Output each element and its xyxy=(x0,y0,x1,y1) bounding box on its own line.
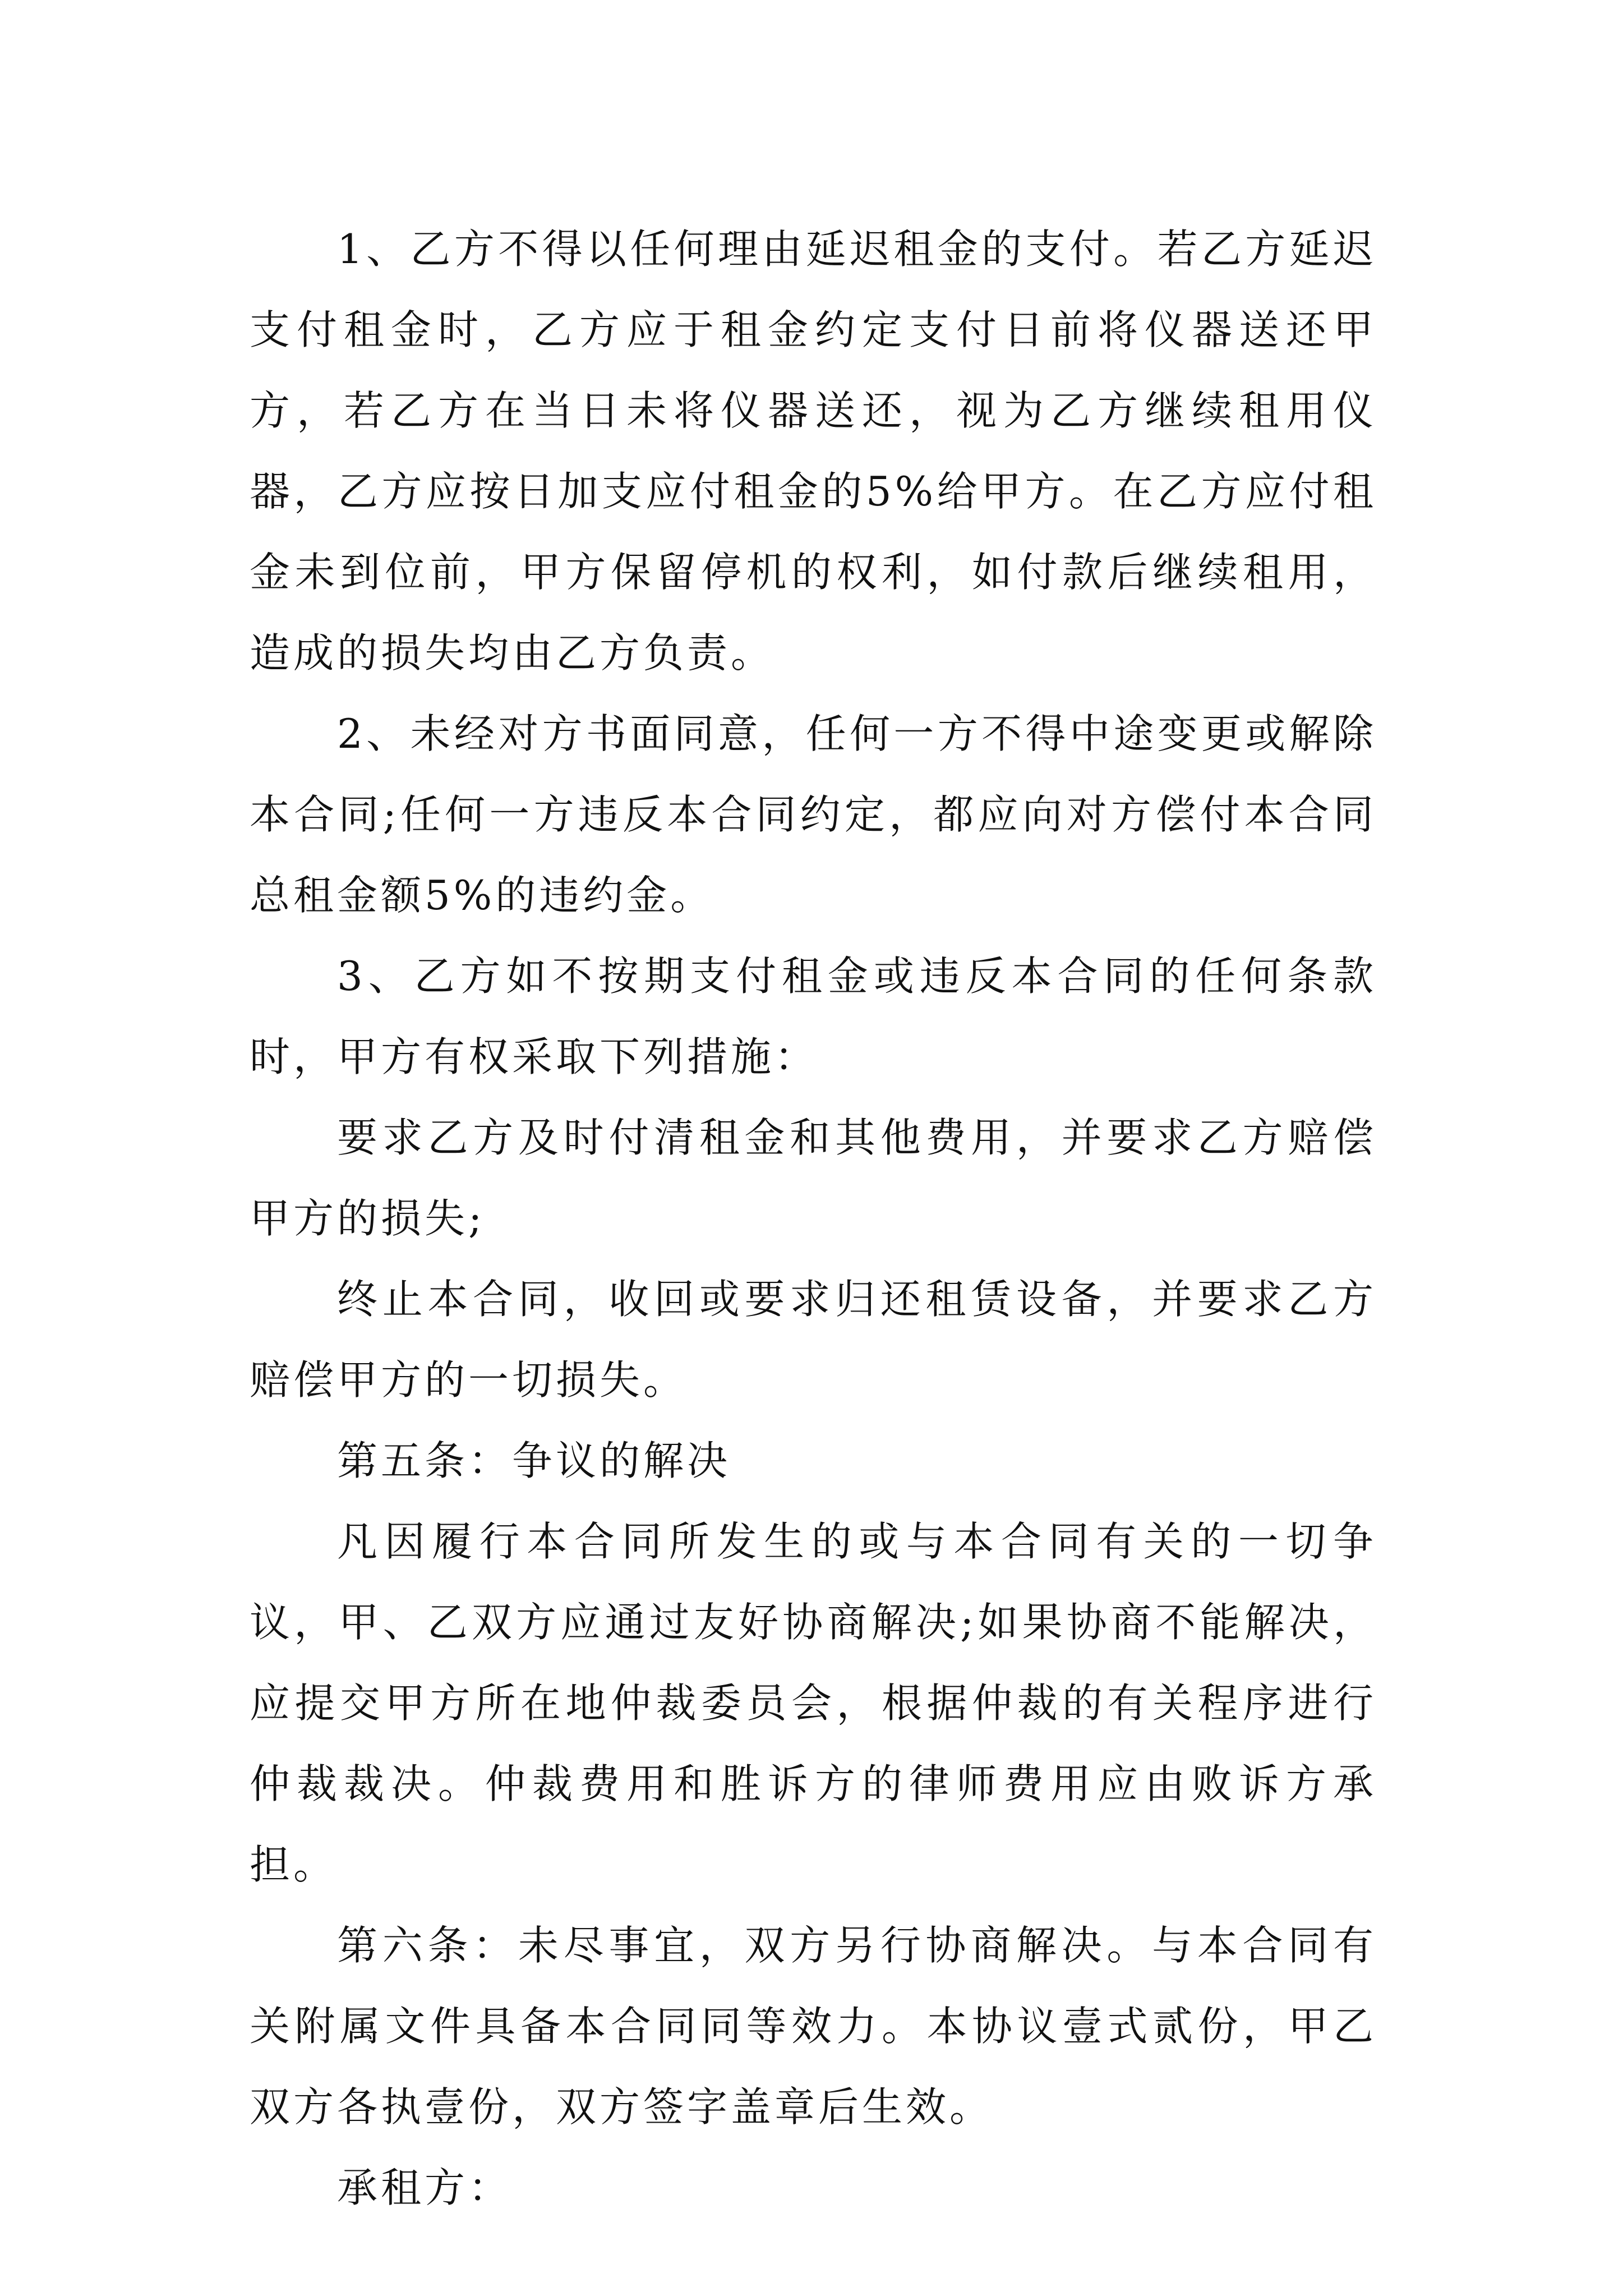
document-body xyxy=(250,209,1377,2228)
clause-late-payment: 1、乙方不得以任何理由延迟租金的支付。若乙方延迟支付租金时，乙方应于租金约定支付日前将仪器送还甲方，若乙方在当日未将仪器送还，视为乙方继续租用仪器，乙方应按日加支应付租金的5%给甲方。在乙方应付租金未到位前，甲方保留停机的权利，如付款后继续租用，造成的损失均由乙方负责。 xyxy=(250,226,1377,677)
article-six: 第六条：未尽事宜，双方另行协商解决。与本合同有关附属文件具备本合同同等效力。本协议壹式贰份，甲乙双方各执壹份，双方签字盖章后生效。 xyxy=(250,1922,1377,2131)
clause-breach-penalty: 2、未经对方书面同意，任何一方不得中途变更或解除本合同;任何一方违反本合同约定，都应向对方偿付本合同总租金额5%的违约金。 xyxy=(250,710,1377,919)
article-five-heading: 第五条：争议的解决 xyxy=(337,1437,731,1484)
clause-remedies: 3、乙方如不按期支付租金或违反本合同的任何条款时，甲方有权采取下列措施： xyxy=(250,953,1377,1080)
remedy-payment: 要求乙方及时付清租金和其他费用，并要求乙方赔偿甲方的损失; xyxy=(250,1114,1377,1242)
lessee-signature-label: 承租方： xyxy=(337,2164,513,2211)
dispute-resolution: 凡因履行本合同所发生的或与本合同有关的一切争议，甲、乙双方应通过友好协商解决;如果协商不能解决，应提交甲方所在地仲裁委员会，根据仲裁的有关程序进行仲裁裁决。仲裁费用和胜诉方的律师费用应由败诉方承担。 xyxy=(250,1518,1377,1888)
remedy-termination: 终止本合同，收回或要求归还租赁设备，并要求乙方赔偿甲方的一切损失。 xyxy=(250,1276,1377,1404)
